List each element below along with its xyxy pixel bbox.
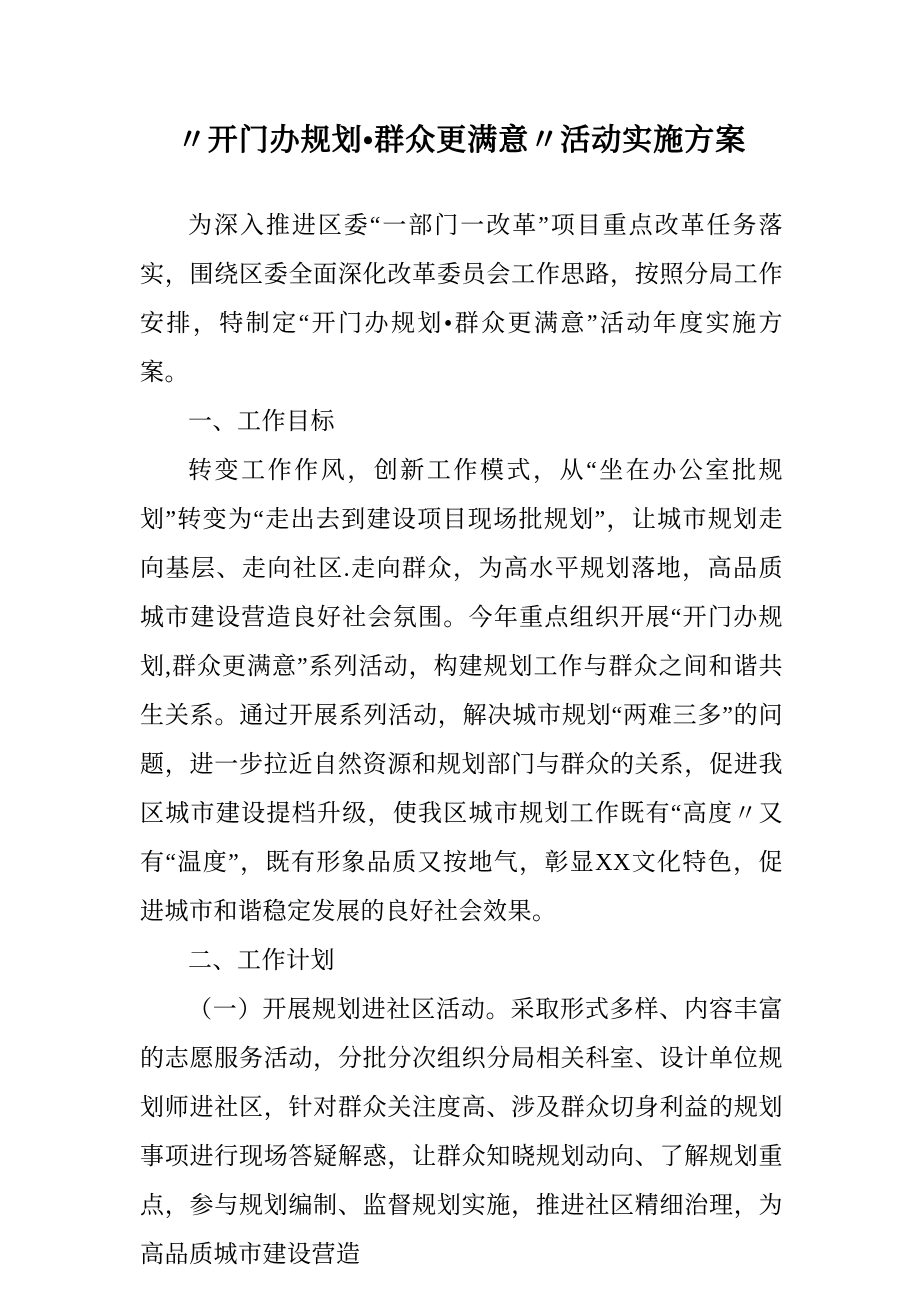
- paragraph-intro: 为深入推进区委“一部门一改革”项目重点改革任务落实，围绕区委全面深化改革委员会工作思路，按照分局工作安排，特制定“开门办规划•群众更满意”活动年度实施方案。: [140, 213, 783, 386]
- document-title: 〃开门办规划•群众更满意〃活动实施方案: [176, 124, 747, 157]
- heading-work-goals: 一、工作目标: [188, 409, 335, 435]
- paragraph-work-plan-item-1: （一）开展规划进社区活动。采取形式多样、内容丰富的志愿服务活动，分批分次组织分局相关科室、设计单位规划师进社区，针对群众关注度高、涉及群众切身利益的规划事项进行现场答疑解惑，让群众知晓规划动向、了解规划重点，参与规划编制、监督规划实施，推进社区精细治理，为高品质城市建设营造: [140, 997, 783, 1268]
- paragraph-work-goals-body: 转变工作作风，创新工作模式，从“坐在办公室批规划”转变为“走出去到建设项目现场批规划”，让城市规划走向基层、走向社区.走向群众，为高水平规划落地，高品质城市建设营造良好社会氛围。今年重点组织开展“开门办规划,群众更满意”系列活动，构建规划工作与群众之间和谐共生关系。通过开展系列活动，解决城市规划“两难三多”的问题，进一步拉近自然资源和规划部门与群众的关系，促进我区城市建设提档升级，使我区城市规划工作既有“高度〃又有“温度”，既有形象品质又按地气，彰显XX文化特色，促进城市和谐稳定发展的良好社会效果。: [140, 458, 783, 925]
- heading-work-plan: 二、工作计划: [188, 948, 335, 974]
